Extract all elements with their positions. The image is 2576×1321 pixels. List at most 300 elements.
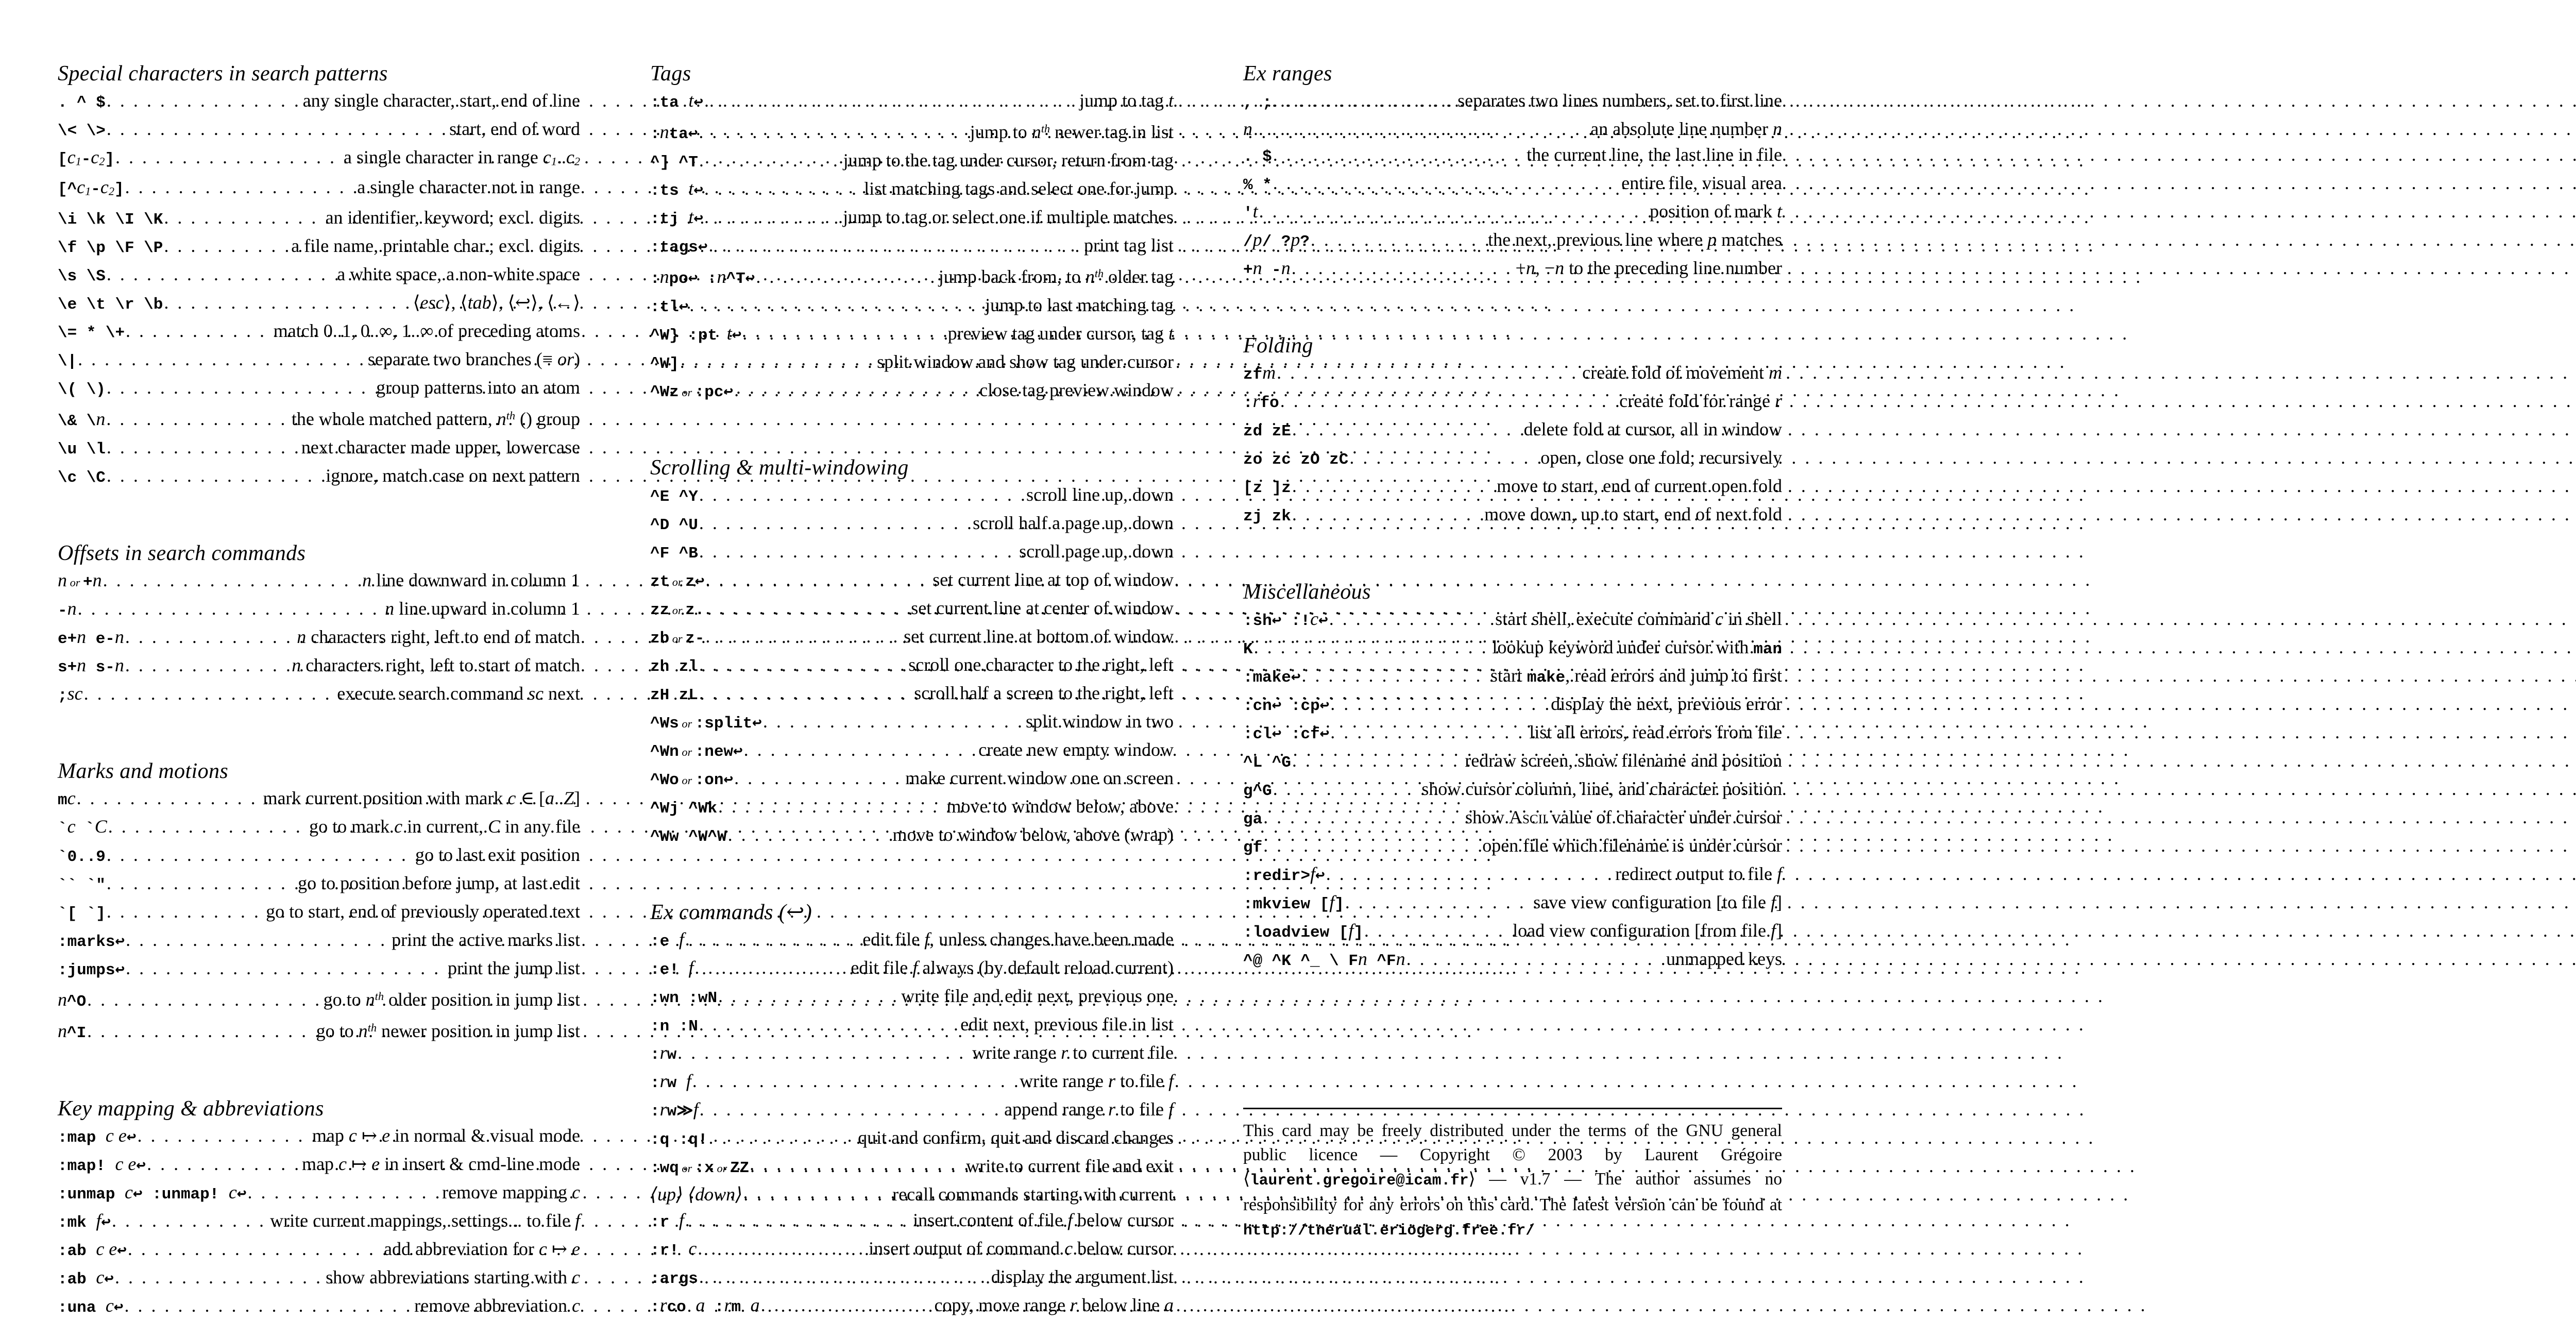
command-text: : [650, 1103, 660, 1121]
dot-leader [1330, 719, 1528, 745]
text-segment: n [58, 989, 67, 1010]
text-segment: p [1291, 229, 1300, 250]
text-segment: show abbreviations starting with [326, 1267, 572, 1288]
dot-leader [763, 708, 1025, 734]
command-text: / [1243, 233, 1253, 251]
entry-row [1243, 606, 1782, 634]
text-segment: c [572, 1295, 580, 1316]
text-segment: n [1526, 258, 1535, 278]
text-segment: n [358, 1021, 368, 1042]
text-segment: c [1715, 608, 1723, 629]
text-segment: f [679, 929, 684, 950]
entry-command [58, 1018, 86, 1046]
entry-row [58, 652, 580, 681]
entry-description [892, 822, 1174, 848]
entry-command [58, 927, 125, 955]
dot-leader [1273, 170, 1620, 196]
text-segment: 1 [85, 184, 91, 198]
text-segment: move to window below, above [946, 796, 1174, 817]
entry-command [58, 434, 106, 463]
entry-description [362, 567, 580, 593]
entry-row [58, 927, 580, 955]
text-segment: , read errors and jump to first [1565, 665, 1782, 686]
entry-command [650, 510, 698, 538]
text-segment: go to last exit position [415, 844, 580, 865]
entry-command [58, 406, 105, 434]
section-title: Miscellaneous [1243, 580, 1371, 604]
text-segment: c [566, 147, 574, 167]
dot-leader [744, 737, 977, 763]
entry-command [650, 1235, 697, 1264]
command-text: ^W] [650, 355, 679, 374]
column-middle [650, 61, 1174, 1320]
section-title: Offsets in search commands [58, 541, 306, 565]
dot-leader [704, 88, 1078, 113]
entry-command [58, 1208, 111, 1236]
text-segment: r [659, 1042, 667, 1063]
dot-leader [108, 814, 308, 839]
command-text: [^ [58, 180, 77, 199]
entry-command [1243, 634, 1253, 663]
text-segment: ⟩ — v1.7 — The author assumes no responsibility for any errors on this card. The latest version can be found at [1243, 1170, 1782, 1214]
entry-description [413, 290, 580, 315]
entry-row [650, 623, 1174, 652]
dot-leader [115, 144, 343, 170]
text-segment: write range [972, 1042, 1061, 1063]
text-segment: jump to last matching tag [985, 295, 1174, 316]
text-segment: load view configuration [from file [1513, 920, 1771, 941]
entry-command [58, 814, 107, 842]
text-segment: characters right, left to end of match [306, 626, 580, 647]
entry-command [650, 292, 688, 320]
dot-leader [1263, 804, 1464, 830]
text-segment: scroll half a page up, down [973, 513, 1174, 534]
text-segment: f [1329, 892, 1335, 912]
text-segment: t [1776, 201, 1782, 222]
text-segment: c [688, 1238, 697, 1259]
section [650, 900, 1174, 1320]
entry-command [650, 567, 704, 595]
command-text: zb [650, 630, 670, 648]
command-text: : [650, 1074, 660, 1093]
entry-description [297, 624, 580, 650]
entry-command [650, 822, 727, 850]
text-segment: r [659, 1099, 667, 1120]
text-segment: go to [323, 989, 366, 1010]
entry-description [302, 1151, 580, 1177]
entry-row [58, 261, 580, 290]
text-segment: sc [67, 683, 83, 704]
command-text: http://tnerual.eriogerg.free.fr/ [1243, 1222, 1535, 1239]
dot-leader [699, 147, 842, 173]
dot-leader [107, 463, 325, 488]
command-text: :sh↩ :! [1243, 612, 1311, 630]
entry-command [1243, 918, 1363, 946]
entry-command [1243, 748, 1291, 776]
command-text: :loadview [ [1243, 924, 1349, 942]
text-segment: line upward in column 1 [394, 598, 580, 619]
entry-description [415, 842, 580, 868]
dot-leader [125, 624, 296, 650]
command-text: zo zc zO zC [1243, 451, 1349, 469]
command-text: :wn :wN [650, 989, 718, 1008]
text-segment: c [348, 1125, 357, 1146]
text-segment: move down, up to start, end of next fold [1484, 504, 1782, 524]
dot-leader [126, 927, 391, 953]
entry-row [58, 624, 580, 652]
entry-row [650, 261, 1174, 292]
entry-row [58, 463, 580, 491]
entry-command [58, 261, 106, 290]
text-segment: redraw screen, show filename and position [1465, 750, 1782, 771]
dot-leader [704, 204, 842, 230]
dot-leader [692, 1068, 1019, 1094]
command-text: \| [58, 352, 77, 370]
command-text: \u \l [58, 440, 106, 459]
entry-description [978, 737, 1174, 763]
entry-row [650, 482, 1174, 510]
text-segment: or [679, 746, 695, 759]
entry-command [58, 290, 163, 318]
text-segment: display the next, previous error [1551, 693, 1782, 714]
text-segment: start, end of word [449, 118, 580, 139]
text-segment: n [92, 569, 102, 590]
entry-row [650, 88, 1174, 116]
section-title: Scrolling & multi-windowing [650, 456, 909, 480]
text-segment: set current line at top of window [933, 569, 1174, 590]
dot-leader [1292, 501, 1483, 527]
text-segment: e [371, 1154, 380, 1175]
entry-description [934, 1292, 1174, 1318]
entry-description [301, 434, 580, 460]
dot-leader [107, 899, 265, 924]
entry-description [901, 983, 1174, 1009]
command-text: ta↩ [669, 125, 698, 144]
command-text: ↩ [693, 182, 703, 200]
text-segment: c [572, 1182, 580, 1203]
entry-description [324, 984, 580, 1012]
command-text: :cn↩ :cp↩ [1243, 697, 1330, 715]
command-text: . $ [1243, 148, 1272, 166]
dot-leader [1329, 606, 1494, 632]
entry-description [862, 926, 1174, 952]
command-text: K [1243, 640, 1253, 658]
text-segment: Z [563, 787, 574, 808]
entry-row [1243, 946, 1782, 974]
command-text: :mk [58, 1214, 96, 1232]
dot-leader [1259, 198, 1649, 224]
command-text: ↩ [101, 1214, 111, 1232]
text-segment: 1 [551, 155, 557, 168]
entry-description [1490, 663, 1782, 691]
text-segment: , unless changes have been made [929, 929, 1174, 950]
text-segment: split window and show tag under cursor [877, 351, 1174, 372]
entry-row [1243, 663, 1782, 691]
command-text: `0..9 [58, 848, 106, 866]
section-title: Key mapping & abbreviations [58, 1097, 324, 1121]
entry-command [58, 174, 124, 204]
text-segment: newer tag in list [1050, 122, 1174, 143]
text-segment: jump to tag [1079, 90, 1168, 111]
entry-command [58, 1123, 136, 1151]
dot-leader [125, 1293, 414, 1318]
text-segment: r [1061, 1042, 1069, 1063]
entry-description [946, 793, 1174, 819]
text-segment: .. [556, 147, 566, 167]
command-text: ^Wn [650, 743, 679, 761]
dot-leader [704, 176, 863, 201]
entry-row [650, 147, 1174, 176]
command-text: z- [685, 630, 705, 648]
entry-row [58, 88, 580, 116]
text-segment: create fold of movement [1582, 362, 1769, 383]
entry-row [650, 1125, 1174, 1153]
dot-leader [1292, 416, 1523, 442]
text-segment: go to start, end of previously operated text [266, 901, 580, 922]
text-segment: f [1770, 920, 1776, 941]
command-text: laurent.gregoire@icam.fr [1250, 1172, 1469, 1189]
entry-command [650, 1011, 698, 1040]
text-segment: make current window one on screen [905, 768, 1174, 789]
entry-row [58, 1123, 580, 1151]
text-segment: a [696, 1295, 705, 1316]
entry-row [650, 652, 1174, 680]
dot-leader [107, 116, 448, 142]
dot-leader [1280, 388, 1618, 414]
text-segment: ignore, match case on next pattern [326, 465, 580, 486]
text-segment: , − [1535, 258, 1555, 278]
text-segment: n [1396, 949, 1405, 969]
text-segment: remove mapping [442, 1182, 572, 1203]
text-segment: p [1707, 229, 1717, 250]
entry-command [58, 1179, 246, 1208]
text-segment: move to start, end of current open fold [1497, 476, 1782, 496]
entry-row [650, 1040, 1174, 1068]
text-segment: c [91, 147, 99, 167]
text-segment: n [497, 408, 506, 429]
entry-row [58, 1264, 580, 1293]
entry-row [1243, 360, 1782, 388]
command-text: ↩ :unmap! [133, 1185, 229, 1204]
entry-command [650, 793, 717, 822]
text-segment: start shell, execute command [1495, 608, 1716, 629]
entry-description [1590, 116, 1782, 142]
text-segment: edit file [862, 929, 925, 950]
text-segment: 2 [108, 184, 115, 198]
entry-row [58, 984, 580, 1015]
entry-row [1243, 388, 1782, 416]
command-text: zd zE [1243, 422, 1291, 441]
entry-command [1243, 946, 1405, 974]
entry-description [1650, 198, 1782, 224]
command-text: : [650, 1298, 660, 1317]
dot-leader [1364, 918, 1512, 943]
text-segment: create new empty window [978, 739, 1174, 760]
text-segment: separate two branches (≡ [367, 348, 557, 369]
entry-description [948, 320, 1174, 346]
entry-command [1243, 663, 1301, 691]
entry-command [650, 708, 762, 737]
entry-description [1004, 1096, 1174, 1122]
text-segment: ∈ [ [516, 787, 545, 808]
command-text: s+ [58, 658, 77, 676]
entry-description [1582, 360, 1782, 385]
text-segment: jump back from, to [938, 266, 1086, 287]
text-segment: line downward in column 1 [371, 569, 580, 590]
entry-command [58, 375, 106, 403]
text-segment: map [301, 1154, 338, 1175]
text-segment: or [679, 717, 695, 731]
text-segment: r [724, 1295, 732, 1316]
command-text: :r [650, 1213, 679, 1232]
section [58, 61, 580, 491]
entry-row [1243, 473, 1782, 501]
entry-command [650, 765, 733, 793]
entry-command [58, 205, 163, 233]
dot-leader [164, 205, 324, 230]
text-segment: split window in two [1025, 711, 1174, 732]
entry-row [1243, 255, 1782, 283]
command-text: ^O [67, 993, 87, 1011]
entry-command [650, 482, 698, 510]
command-text: make [1527, 669, 1566, 687]
text-segment: a single character not in range [357, 177, 580, 198]
text-segment: th [506, 409, 516, 422]
dot-leader [128, 1236, 383, 1262]
text-segment: position of mark [1650, 201, 1777, 222]
command-text: :unmap [58, 1185, 125, 1204]
dot-leader [1345, 889, 1532, 915]
entry-description [316, 1015, 580, 1044]
text-segment: c [105, 1295, 114, 1316]
entry-command [1243, 889, 1344, 918]
text-segment: separates two lines numbers, set to first line [1458, 90, 1782, 111]
dot-leader [164, 290, 412, 315]
entry-description [1495, 606, 1782, 632]
text-segment: c [67, 787, 76, 808]
entry-row [58, 1293, 580, 1321]
text-segment: n [365, 989, 375, 1010]
entry-command [58, 1151, 146, 1179]
entry-description [933, 567, 1174, 592]
dot-leader [107, 88, 302, 113]
text-segment: or [67, 575, 83, 589]
text-segment: quit and confirm, quit and discard changes [858, 1127, 1174, 1148]
entry-row [1243, 918, 1782, 946]
entry-command [650, 680, 698, 708]
text-segment: () group [515, 408, 580, 429]
text-segment: jump to tag or select one if multiple matches [843, 207, 1174, 228]
text-segment: show [1465, 807, 1510, 827]
text-segment: or [669, 575, 686, 589]
text-segment: or [679, 386, 695, 399]
text-segment: display the argument list [991, 1266, 1174, 1288]
entry-row [650, 737, 1174, 765]
text-segment: entire file, visual area [1621, 173, 1782, 193]
entry-row [650, 955, 1174, 983]
command-text: - [91, 180, 100, 199]
entry-command [650, 377, 733, 405]
dot-leader [1273, 88, 1456, 113]
entry-description [368, 346, 580, 372]
entry-command [650, 1153, 749, 1181]
text-segment: ⟩, ⟨ [444, 292, 468, 313]
entry-command [650, 595, 704, 623]
dot-leader [1326, 861, 1614, 887]
entry-description [1619, 388, 1782, 414]
command-text: [ [58, 150, 67, 168]
command-text: m [58, 791, 67, 809]
entry-row [1243, 88, 1782, 116]
text-segment: f [96, 1210, 101, 1231]
command-text: ` [58, 819, 67, 838]
text-segment: to current file [1068, 1042, 1174, 1063]
text-segment: unmapped keys [1666, 949, 1782, 969]
entry-command [650, 1096, 699, 1125]
dot-leader [84, 681, 336, 706]
command-text: :map! [58, 1157, 115, 1176]
entry-command [650, 1068, 691, 1096]
text-segment: t [688, 178, 694, 199]
command-text: ] [114, 180, 124, 199]
entry-command [58, 652, 124, 681]
command-text: :tj [650, 210, 689, 229]
text-segment: insert content of file [913, 1210, 1068, 1231]
entry-description [292, 652, 580, 678]
entry-row [1243, 198, 1782, 227]
text-segment: c [394, 816, 403, 837]
text-segment: ↦ [357, 1125, 382, 1146]
entry-command [58, 144, 114, 174]
text-segment: always (by default reload current) [918, 957, 1174, 978]
footer [1243, 1108, 1782, 1243]
command-text: :ts [650, 182, 689, 200]
command-text: co [667, 1298, 696, 1317]
text-segment: ⟨up⟩ ⟨down⟩ [650, 1184, 743, 1205]
text-segment: a [750, 1295, 760, 1316]
text-segment: value of character under cursor [1547, 807, 1782, 827]
command-text: ↩ [117, 1242, 127, 1261]
text-segment: f [574, 1210, 580, 1231]
entry-description [1084, 232, 1174, 258]
entry-description [979, 377, 1174, 403]
entry-command [1243, 198, 1258, 227]
text-segment: or [714, 1162, 730, 1175]
entry-command [650, 349, 679, 377]
entry-row [58, 1151, 580, 1179]
dot-leader [147, 1151, 301, 1177]
text-segment: c [125, 1182, 133, 1203]
dot-leader [680, 349, 876, 375]
entry-command [650, 88, 703, 116]
entry-description [449, 116, 580, 142]
text-segment: r [1108, 1071, 1115, 1092]
command-text: :e! [650, 961, 689, 979]
text-segment: .. [554, 787, 564, 808]
text-segment: th [375, 989, 384, 1003]
entry-command [650, 232, 708, 261]
command-text: :make↩ [1243, 669, 1301, 687]
dot-leader [87, 1018, 315, 1044]
dot-leader [247, 1179, 441, 1205]
text-segment: edit file [851, 957, 913, 978]
dot-leader [709, 232, 1083, 258]
command-text: ] [1353, 924, 1363, 942]
dot-leader [699, 1264, 990, 1290]
text-segment: ↦ [547, 1239, 572, 1260]
text-segment: matches [1717, 229, 1782, 250]
entry-description [442, 1179, 580, 1205]
